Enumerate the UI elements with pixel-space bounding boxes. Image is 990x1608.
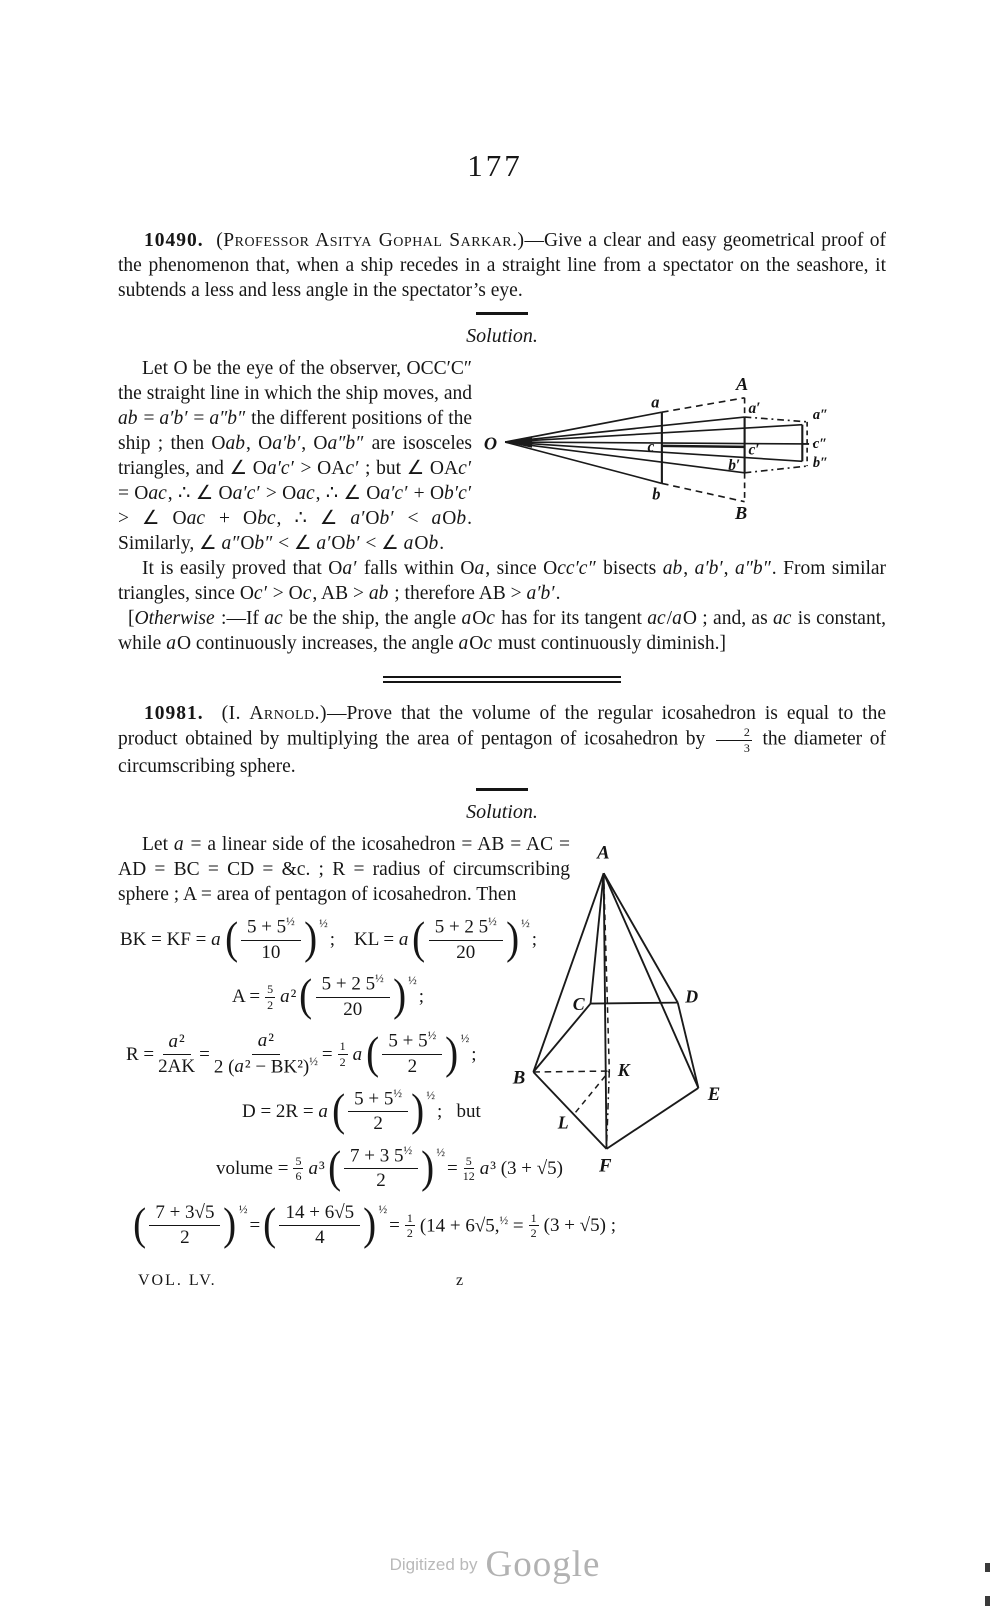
solution-heading: Solution. <box>466 801 538 824</box>
label-F: F <box>599 1155 612 1177</box>
label-b-dprime: b″ <box>812 455 829 472</box>
problem-number: 10490. <box>144 230 204 251</box>
label-D: D <box>685 986 699 1007</box>
google-logo: Google <box>485 1544 601 1585</box>
volume-label: VOL. LV. <box>138 1271 217 1289</box>
solution-10981 <box>118 832 886 1250</box>
formula-bk-kf-kl: BK = KF = a ( $\frac{5 + 5^{\frac{1}{2}}}{10}$ ) $^{\frac{1}{2}}$ ; KL = a ( $\frac{5 + 2 5^{\frac{1}{2}}}{20}$ ) $^{\frac{1}{2}}$ ; <box>120 912 538 964</box>
label-A: A <box>735 374 749 395</box>
label-a-dprime: a″ <box>812 406 829 423</box>
watermark-prefix: Digitized by <box>389 1554 478 1574</box>
label-c-dprime: c″ <box>812 435 828 452</box>
solution-10490 <box>118 356 886 656</box>
scan-edge-artifact <box>985 1563 990 1572</box>
label-c: c <box>647 438 655 456</box>
label-B: B <box>512 1067 526 1089</box>
problem-text-pre: —Prove that the volume of the regular icosahedron is equal to the product obtained by multiplying the area of pentagon of icosahedron by <box>118 703 886 750</box>
problem-text: —Give a clear and easy geometrical proof of the phenomenon that, when a ship recedes in a straight line from a spectator on the seashore, it subtends a less and less angle in the spectator’s eye. <box>118 230 886 301</box>
page-footer <box>118 1272 886 1296</box>
label-b: b <box>652 484 661 504</box>
label-c-prime: c′ <box>748 441 760 459</box>
formula-surd-simplification: ( $\frac{7 + 3√5}{2}$ ) $^{\frac{1}{2}}$ = ( $\frac{14 + 6√5}{4}$ ) $^{\frac{1}{2}}$ = $\frac{1}{2}$ (14 + 6√5,$^{\frac{1}{2}}$ = $\frac{1}{2}$ (3 + √5) ; <box>133 1197 616 1249</box>
label-A: A <box>597 842 610 864</box>
formula-diameter: D = 2R = a ( $\frac{5 + 5^{\frac{1}{2}}}{2}$ ) $^{\frac{1}{2}}$ ; but <box>242 1083 481 1135</box>
scan-edge-artifact <box>985 1596 990 1606</box>
label-K: K <box>617 1059 630 1080</box>
label-a: a <box>651 392 660 412</box>
solution-paragraph-2: It is easily proved that Oa′ falls within Oa, since Occ′c″ bisects ab, a′b′, a″b″. From similar triangles, since Oc′ > Oc, AB > ab ; therefore AB > a′b′. <box>118 558 887 604</box>
separator-rule <box>476 312 528 315</box>
icosahedron-figure <box>494 828 794 1196</box>
problem-10981-statement <box>118 701 886 779</box>
problem-number: 10981. <box>144 703 204 724</box>
label-a-prime: a′ <box>748 400 761 418</box>
ship-angle-figure <box>482 358 886 528</box>
problem-10490-statement <box>118 228 886 303</box>
label-L: L <box>557 1112 569 1133</box>
problem-text-post: the diameter of circumscribing sphere. <box>118 728 886 778</box>
formula-volume: volume = $\frac{5}{6}$ a³ ( $\frac{7 + 3 5^{\frac{1}{2}}}{2}$ ) $^{\frac{1}{2}}$ = $\frac{5}{12}$ a³ (3 + √5) <box>216 1140 564 1192</box>
solution-paragraph-1: Let O be the eye of the observer, OCC′C″ the straight line in which the ship moves, and ab = a′b′ = a″b″ the different positions of the ship ; then Oab, Oa′b′, Oa″b″ are isosceles triangles, and ∠ Oa′c′ > OAc′ ; but ∠ OAc′ = Oac, ∴ ∠ Oa′c′ > Oac, ∴ ∠ Oa′c′ + Ob′c′ > ∠ Oac + Obc, ∴ ∠ a′Ob′ < aOb. Similarly, ∠ a″Ob″ < ∠ a′Ob′ < ∠ aOb. <box>118 358 473 554</box>
signature-mark: z <box>456 1271 464 1289</box>
solution-paragraph-3: [Otherwise :—If ac be the ship, the angle aOc has for its tangent ac/aO ; and, as ac is constant, while aO continuously increases, the angle aOc must continuously diminish.] <box>118 608 886 654</box>
solution-intro: Let a = a linear side of the icosahedron = AB = AC = AD = BC = CD = &c. ; R = radius of circumscribing sphere ; A = area of pentagon of icosahedron. Then <box>118 834 570 906</box>
digitization-watermark <box>0 1543 990 1586</box>
formula-radius: R = $\frac{\text{a²}}{2AK}$ = $\frac{\text{a²}}{2 (a^2 - BK^2)^{\frac{1}{2}}}$ = $\frac{1}{2}$ a ( $\frac{5 + 5^{\frac{1}{2}}}{2}$ ) $^{\frac{1}{2}}$ ; <box>126 1026 477 1078</box>
solution-heading: Solution. <box>466 325 538 347</box>
label-O: O <box>483 433 498 454</box>
page-body <box>118 228 886 1296</box>
formula-area-pentagon: A = $\frac{5}{2}$ a² ( $\frac{5 + 2 5^{\frac{1}{2}}}{20}$ ) $^{\frac{1}{2}}$ ; <box>232 969 424 1021</box>
separator-rule <box>476 788 528 791</box>
label-C: C <box>572 994 585 1015</box>
label-E: E <box>707 1084 721 1106</box>
page-number: 177 <box>467 148 523 183</box>
problem-attribution: (I. Arnold.) <box>221 703 328 724</box>
label-b-prime: b′ <box>728 456 741 474</box>
label-B: B <box>734 502 748 523</box>
double-rule-separator <box>383 676 621 683</box>
problem-attribution: (Professor Asitya Gophal Sarkar.) <box>216 230 525 251</box>
two-thirds-fraction: $\frac{2}{3}$ <box>716 726 752 754</box>
